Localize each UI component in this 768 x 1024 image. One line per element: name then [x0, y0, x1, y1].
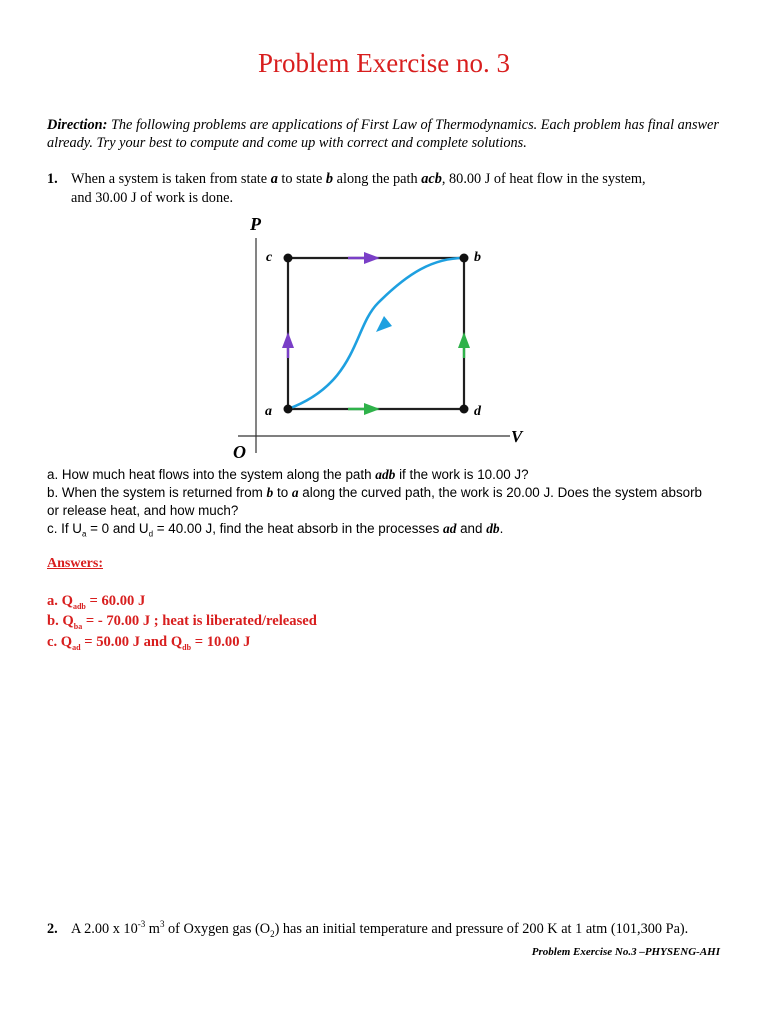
answer-c-mid: = 50.00 J and Q	[80, 634, 183, 650]
answer-b-sub: ba	[73, 621, 83, 631]
direction-paragraph	[47, 116, 727, 152]
a-label: a	[265, 404, 272, 419]
state-a-ref: a	[291, 485, 299, 500]
state-b-ref: b	[266, 485, 274, 500]
answer-b	[47, 613, 317, 630]
problem-1-number: 1.	[47, 171, 58, 187]
path-acb: acb	[421, 171, 442, 187]
process-ad: ad	[443, 521, 457, 536]
answer-a-value: = 60.00 J	[85, 593, 146, 609]
problem-2	[47, 921, 737, 938]
process-db: db	[486, 521, 500, 536]
question-a-text: if the work is 10.00 J?	[395, 467, 529, 482]
answer-c-sub2: db	[182, 642, 192, 652]
d-label: d	[474, 404, 481, 419]
subscript-d: d	[148, 529, 154, 539]
question-c-text: c. If U	[47, 521, 82, 536]
answer-b-value: = - 70.00 J ; heat is liberated/released	[82, 613, 317, 629]
answers-heading: Answers:	[47, 556, 103, 571]
question-b	[47, 484, 727, 520]
page-title: Problem Exercise no. 3	[258, 48, 510, 78]
problem-1-line2: and 30.00 J of work is done.	[71, 190, 234, 206]
answer-a-sub: adb	[72, 601, 86, 611]
problem-1-text: , 80.00 J of heat flow in the system,	[441, 171, 646, 187]
problem-2-text: ) has an initial temperature and pressure of 200 K at 1 atm (101,300 Pa).	[274, 921, 689, 937]
question-c-text: .	[499, 521, 504, 536]
question-a	[47, 466, 727, 484]
v-label: V	[511, 427, 523, 446]
question-b-text: b. When the system is returned from	[47, 485, 267, 500]
answer-a	[47, 593, 145, 610]
point-d	[460, 405, 469, 414]
exponent: -3	[137, 919, 146, 930]
exponent-3: 3	[159, 919, 165, 930]
question-c-text: = 40.00 J, find the heat absorb in the processes	[153, 521, 443, 536]
pv-diagram	[228, 208, 538, 463]
answer-a-text: a. Q	[47, 593, 73, 609]
problem-2-text: m	[145, 921, 160, 937]
answer-c-text: c. Q	[47, 634, 73, 650]
state-a: a	[270, 171, 278, 187]
origin-label: O	[233, 442, 246, 462]
question-b-text: along the curved path, the work is 20.00 J. Does the system absorb	[298, 485, 702, 500]
point-b	[460, 254, 469, 263]
direction-text: The following problems are applications of First Law of Thermodynamics. Each problem has final answer already. Try your best to compute and come up with correct and complete solutions.	[47, 117, 719, 151]
problem-1-text: along the path	[333, 171, 422, 187]
answer-c-sub1: ad	[72, 642, 81, 652]
curve-ba	[288, 258, 464, 409]
footer: Problem Exercise No.3 –PHYSENG-AHI	[531, 946, 720, 958]
question-c	[47, 520, 727, 538]
answer-c	[47, 634, 250, 651]
problem-2-number: 2.	[47, 921, 58, 937]
state-b: b	[325, 171, 334, 187]
subscript-a: a	[81, 529, 87, 539]
problem-1	[47, 170, 727, 208]
answer-c-value: = 10.00 J	[191, 634, 251, 650]
problem-2-text: of Oxygen gas (O	[164, 921, 271, 937]
question-c-text: = 0 and U	[86, 521, 149, 536]
question-b-line2: or release heat, and how much?	[47, 503, 239, 518]
answer-b-text: b. Q	[47, 613, 74, 629]
problem-1-text: When a system is taken from state	[71, 171, 271, 187]
p-label: P	[250, 214, 261, 234]
subscript-2: 2	[270, 928, 275, 939]
question-b-text: to	[273, 485, 292, 500]
problem-1-text: to state	[277, 171, 326, 187]
b-label: b	[474, 250, 481, 265]
direction-label: Direction:	[47, 117, 108, 133]
path-adb: adb	[375, 467, 396, 482]
question-c-text: and	[456, 521, 487, 536]
arrow-curve-icon	[376, 316, 392, 332]
c-label: c	[266, 250, 273, 265]
question-a-text: a. How much heat flows into the system along the path	[47, 467, 376, 482]
point-c	[284, 254, 293, 263]
point-a	[284, 405, 293, 414]
problem-2-text: A 2.00 x 10	[71, 921, 138, 937]
